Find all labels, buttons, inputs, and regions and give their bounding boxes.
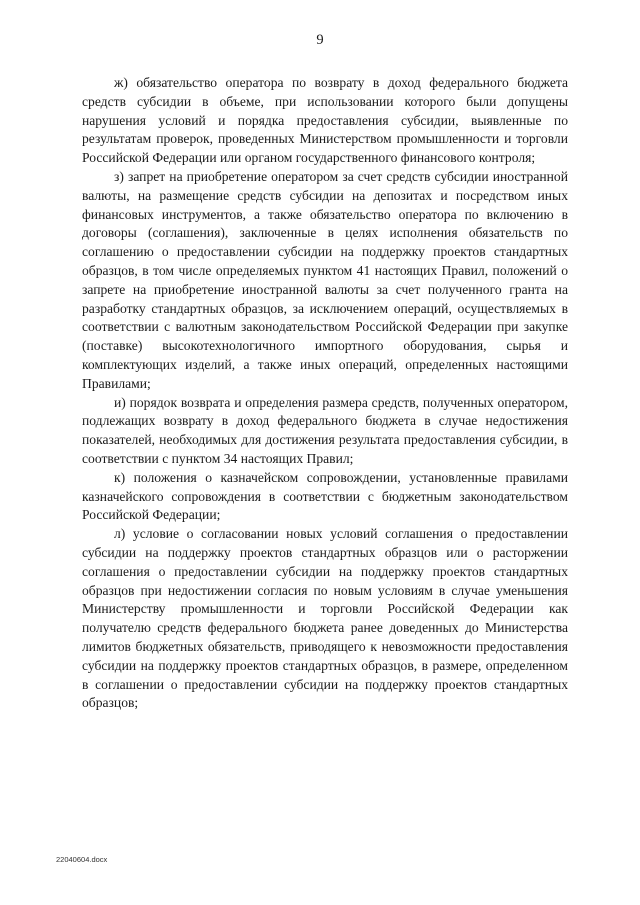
page-number: 9: [316, 32, 324, 48]
paragraph-l: л) условие о согласовании новых условий соглашения о предоставлении субсидии на поддержку проектов стандартных образцов или о расторжении соглашения о предоставлении субсидии на поддержку проектов стандартных образцов при недостижении согласия по новым условиям в случае уменьшения Министерству промышленности и торговли Российской Федерации как получателю средств федерального бюджета ранее доведенных до Министерства лимитов бюджетных обязательств, приводящего к невозможности предоставления субсидии на поддержку проектов стандартных образцов, в размере, определенном в соглашении о предоставлении субсидии на поддержку проектов стандартных образцов;: [82, 526, 568, 711]
paragraph-i: и) порядок возврата и определения размера средств, полученных оператором, подлежащих возврату в доход федерального бюджета в случае недостижения показателей, необходимых для достижения результата предоставления субсидии, в соответствии с пунктом 34 настоящих Правил;: [82, 394, 568, 466]
document-body: [82, 74, 568, 713]
footer-file-code: 22040604.docx: [56, 855, 108, 864]
paragraph-zh: ж) обязательство оператора по возврату в доход федерального бюджета средств субсидии в объеме, при использовании которого были допущены нарушения условий и порядка предоставления субсидии, выявленные по результатам проверок, проведенных Министерством промышленности и торговли Российской Федерации или органом государственного финансового контроля;: [82, 75, 568, 166]
paragraph-k: к) положения о казначейском сопровождении, установленные правилами казначейского сопровождения в соответствии с бюджетным законодательством Российской Федерации;: [82, 469, 568, 523]
paragraph-z: з) запрет на приобретение оператором за счет средств субсидии иностранной валюты, на размещение средств субсидии на депозитах и посредством иных финансовых инструментов, а также обязательство оператора по включению в договоры (соглашения), заключенные в целях исполнения обязательств по соглашению о предоставлении субсидии на поддержку проектов стандартных образцов, в том числе определяемых пунктом 41 настоящих Правил, положений о запрете на приобретение иностранной валюты за счет полученного гранта на разработку стандартных образцов, за исключением операций, осуществляемых в соответствии с валютным законодательством Российской Федерации при закупке (поставке) высокотехнологичного импортного оборудования, сырья и комплектующих изделий, а также иных операций, определенных настоящими Правилами;: [82, 168, 568, 391]
